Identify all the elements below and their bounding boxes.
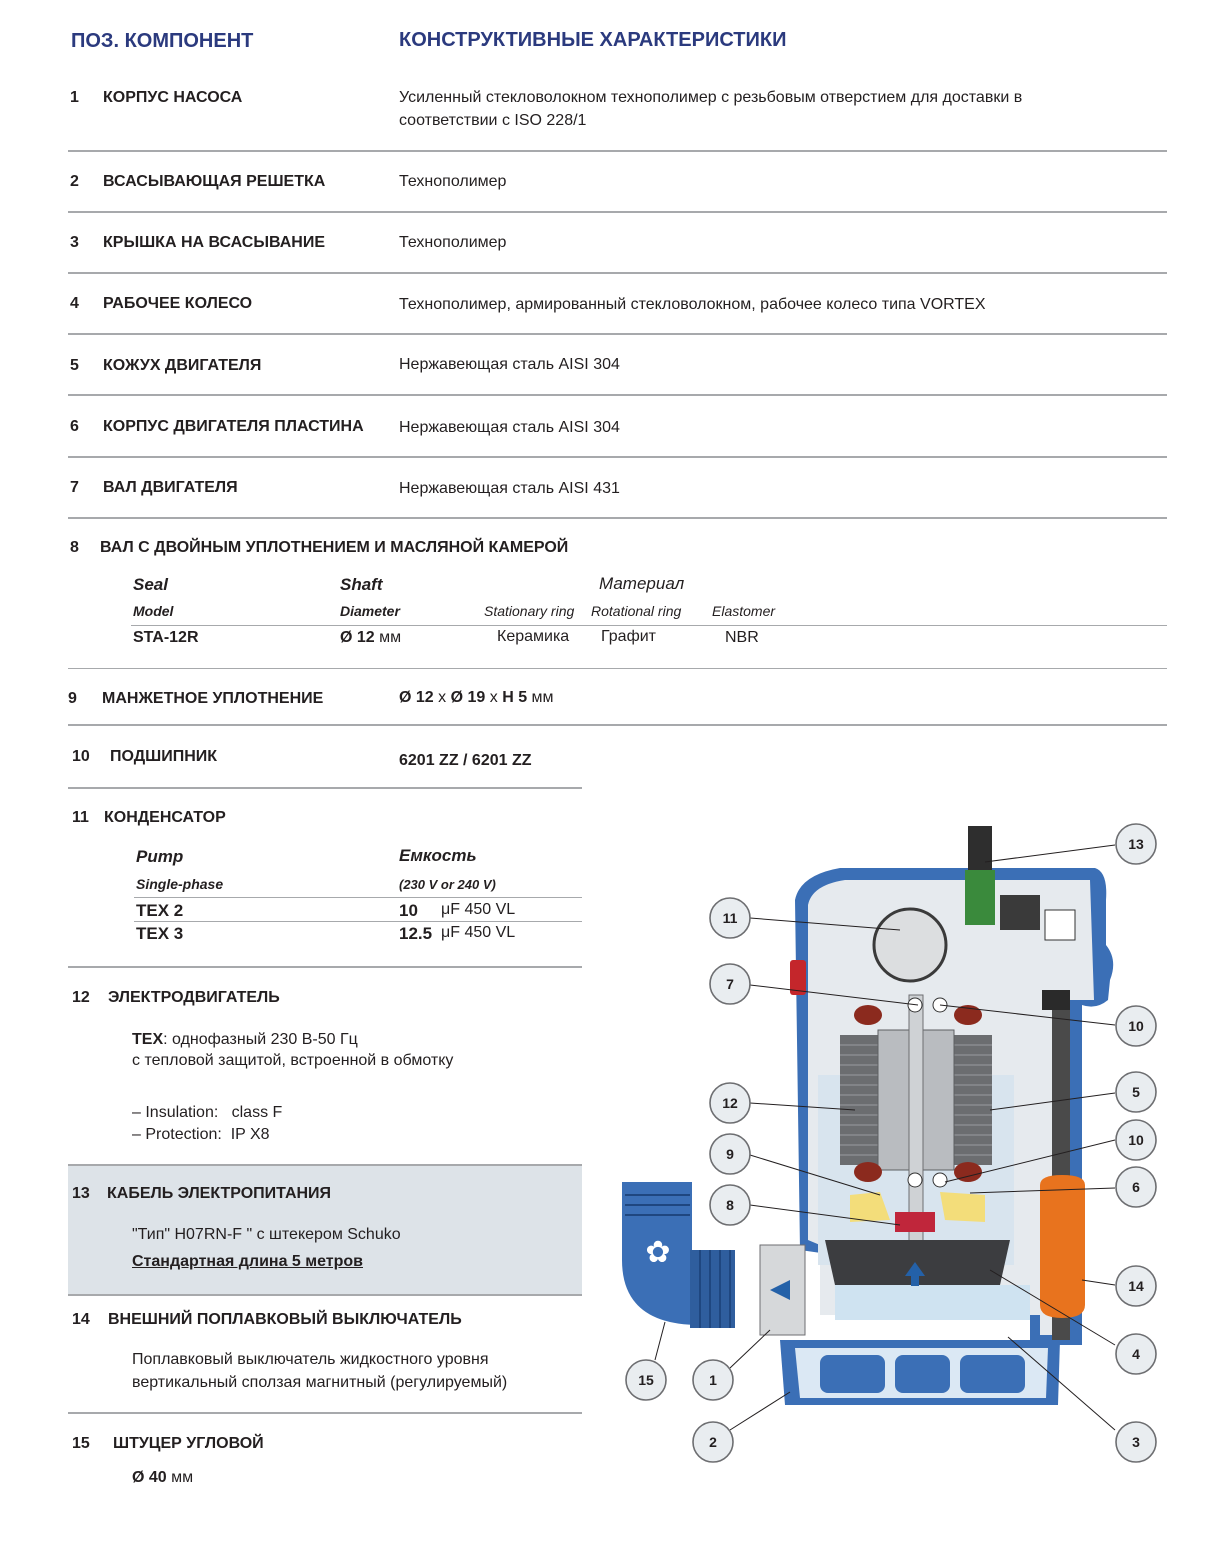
component-desc: Технополимер, армированный стекловолокном, рабочее колесо типа VORTEX <box>399 296 986 313</box>
cap-header-phase: Single-phase <box>136 876 224 892</box>
row-number: 9 <box>68 690 77 707</box>
svg-text:12: 12 <box>722 1095 738 1111</box>
motor-protection: – Protection: IP X8 <box>132 1126 270 1143</box>
component-name: КОЖУХ ДВИГАТЕЛЯ <box>103 357 262 374</box>
callout-13 <box>1116 824 1156 864</box>
row-number: 13 <box>72 1185 90 1202</box>
seal-stationary: Керамика <box>497 628 570 645</box>
header-component: ПОЗ. КОМПОНЕНТ <box>71 30 254 52</box>
seal-model: STA-12R <box>133 629 199 646</box>
cable-gland <box>965 870 995 925</box>
seal-table-rule <box>131 625 1167 626</box>
component-name: ЭЛЕКТРОДВИГАТЕЛЬ <box>108 989 280 1006</box>
component-name: КАБЕЛЬ ЭЛЕКТРОПИТАНИЯ <box>107 1185 332 1202</box>
divider <box>68 668 1167 669</box>
callout-14 <box>1116 1266 1156 1306</box>
divider <box>68 456 1167 458</box>
mechanical-seal <box>895 1212 935 1232</box>
component-name: ПОДШИПНИК <box>110 748 218 765</box>
svg-text:7: 7 <box>726 976 734 992</box>
divider <box>68 333 1167 335</box>
component-name: КОНДЕНСАТОР <box>104 809 226 826</box>
callout-2 <box>693 1422 733 1462</box>
callout-5 <box>1116 1072 1156 1112</box>
callout-10-lower <box>1116 1120 1156 1160</box>
motor-line2: с тепловой защитой, встроенной в обмотку <box>132 1052 454 1069</box>
svg-text:4: 4 <box>1132 1346 1140 1362</box>
svg-text:10: 10 <box>1128 1018 1144 1034</box>
component-name: РАБОЧЕЕ КОЛЕСО <box>103 295 253 312</box>
volute <box>835 1285 1030 1320</box>
svg-text:5: 5 <box>1132 1084 1140 1100</box>
svg-text:15: 15 <box>638 1372 654 1388</box>
seal-rotational: Графит <box>601 628 656 645</box>
motor-insulation: – Insulation: class F <box>132 1104 283 1121</box>
component-name: КОРПУС НАСОСА <box>103 89 243 106</box>
power-cable <box>968 826 992 876</box>
cap-header-voltage: (230 V or 240 V) <box>399 877 496 892</box>
component-name: КОРПУС ДВИГАТЕЛЯ ПЛАСТИНА <box>103 418 364 435</box>
component-desc-line2: соответствии с ISO 228/1 <box>399 112 587 129</box>
row-number: 10 <box>72 748 90 765</box>
cable-length: Стандартная длина 5 метров <box>132 1253 363 1270</box>
row-number: 8 <box>70 539 79 556</box>
capacitor <box>874 909 946 981</box>
component-name: МАНЖЕТНОЕ УПЛОТНЕНИЕ <box>102 690 324 707</box>
seal-header-stationary: Stationary ring <box>484 603 575 619</box>
row-number: 7 <box>70 479 79 496</box>
winding <box>854 1162 882 1182</box>
divider <box>68 787 582 789</box>
lip-seal-size: Ø 12 x Ø 19 x H 5 мм <box>399 689 554 706</box>
row-number: 6 <box>70 418 79 435</box>
float-switch <box>1040 1175 1085 1318</box>
callout-3 <box>1116 1422 1156 1462</box>
svg-text:13: 13 <box>1128 836 1144 852</box>
callout-6 <box>1116 1167 1156 1207</box>
cap-spec: μF 450 VL <box>441 924 516 941</box>
divider <box>68 517 1167 519</box>
cap-value: 10 <box>399 901 418 920</box>
terminal-block <box>1045 910 1075 940</box>
component-desc: Технополимер <box>399 173 507 190</box>
component-desc: Усиленный стекловолокном технополимер с резьбовым отверстием для доставки в <box>399 89 1023 106</box>
divider <box>68 1412 582 1414</box>
cap-model: TEX 3 <box>136 924 184 943</box>
cap-header-pump: Pump <box>136 847 184 866</box>
cap-header-capacity: Емкость <box>399 846 477 865</box>
row-number: 5 <box>70 357 79 374</box>
divider <box>68 272 1167 274</box>
svg-text:2: 2 <box>709 1434 717 1450</box>
callout-7 <box>710 964 750 1004</box>
svg-text:3: 3 <box>1132 1434 1140 1450</box>
row-number: 3 <box>70 234 79 251</box>
component-name: ВСАСЫВАЮЩАЯ РЕШЕТКА <box>103 173 326 190</box>
divider <box>68 1294 582 1296</box>
svg-text:11: 11 <box>722 910 738 926</box>
pump-cutaway-diagram <box>600 800 1220 1490</box>
row-number: 1 <box>70 89 79 106</box>
elbow-size: Ø 40 мм <box>132 1469 194 1486</box>
divider <box>68 211 1167 213</box>
divider <box>68 724 1167 726</box>
seal-header-seal: Seal <box>133 575 168 594</box>
oil-chamber <box>940 1192 985 1222</box>
callout-1 <box>693 1360 733 1400</box>
cable-type: "Тип" H07RN-F " с штекером Schuko <box>132 1226 401 1243</box>
callout-11 <box>710 898 750 938</box>
component-desc: Нержавеющая сталь AISI 304 <box>399 419 620 436</box>
divider <box>68 966 582 968</box>
row-number: 15 <box>72 1435 90 1452</box>
float-line2: вертикальный сползая магнитный (регулируемый) <box>132 1374 508 1391</box>
svg-text:1: 1 <box>709 1372 717 1388</box>
component-desc: Технополимер <box>399 234 507 251</box>
divider <box>68 394 1167 396</box>
svg-text:14: 14 <box>1128 1278 1144 1294</box>
callout-4 <box>1116 1334 1156 1374</box>
motor-line1: TEX: однофазный 230 В-50 Гц <box>132 1031 358 1048</box>
divider <box>68 1164 582 1166</box>
row-number: 2 <box>70 173 79 190</box>
seal-header-rotational: Rotational ring <box>591 603 682 619</box>
seal-elastomer: NBR <box>725 629 759 646</box>
cap-spec: μF 450 VL <box>441 901 516 918</box>
seal-header-diameter: Diameter <box>340 603 400 619</box>
seal-header-shaft: Shaft <box>340 575 383 594</box>
callout-10-upper <box>1116 1006 1156 1046</box>
component-desc: Нержавеющая сталь AISI 304 <box>399 356 620 373</box>
row-number: 14 <box>72 1311 90 1328</box>
component-name: ВНЕШНИЙ ПОПЛАВКОВЫЙ ВЫКЛЮЧАТЕЛЬ <box>108 1311 462 1328</box>
divider <box>68 150 1167 152</box>
flower-icon: ✿ <box>645 1235 671 1270</box>
seal-header-elastomer: Elastomer <box>712 603 776 619</box>
cap-table-rule <box>134 897 582 898</box>
seal-diameter: Ø 12 мм <box>340 629 402 646</box>
component-name: КРЫШКА НА ВСАСЫВАНИЕ <box>103 234 326 251</box>
float-line1: Поплавковый выключатель жидкостного уровня <box>132 1351 489 1368</box>
callout-15 <box>626 1360 666 1400</box>
callout-9 <box>710 1134 750 1174</box>
svg-text:6: 6 <box>1132 1179 1140 1195</box>
component-name: ВАЛ ДВИГАТЕЛЯ <box>103 479 238 496</box>
seal-header-model: Model <box>133 603 174 619</box>
cap-value: 12.5 <box>399 924 433 943</box>
winding <box>854 1005 882 1025</box>
switch-box <box>1000 895 1040 930</box>
svg-text:8: 8 <box>726 1197 734 1213</box>
row-number: 4 <box>70 295 79 312</box>
callout-8 <box>710 1185 750 1225</box>
component-desc: Нержавеющая сталь AISI 431 <box>399 480 620 497</box>
bearing-value: 6201 ZZ / 6201 ZZ <box>399 752 532 769</box>
row-number: 11 <box>72 809 89 826</box>
header-characteristics: КОНСТРУКТИВНЫЕ ХАРАКТЕРИСТИКИ <box>399 29 787 51</box>
component-name: ШТУЦЕР УГЛОВОЙ <box>113 1435 264 1452</box>
row-number: 12 <box>72 989 90 1006</box>
cap-table-rule <box>134 921 582 922</box>
seal-header-material: Материал <box>599 574 685 593</box>
callout-12 <box>710 1083 750 1123</box>
component-name: ВАЛ С ДВОЙНЫМ УПЛОТНЕНИЕМ И МАСЛЯНОЙ КАМЕРОЙ <box>100 539 569 556</box>
cap-model: TEX 2 <box>136 901 184 920</box>
svg-text:9: 9 <box>726 1146 734 1162</box>
svg-text:10: 10 <box>1128 1132 1144 1148</box>
